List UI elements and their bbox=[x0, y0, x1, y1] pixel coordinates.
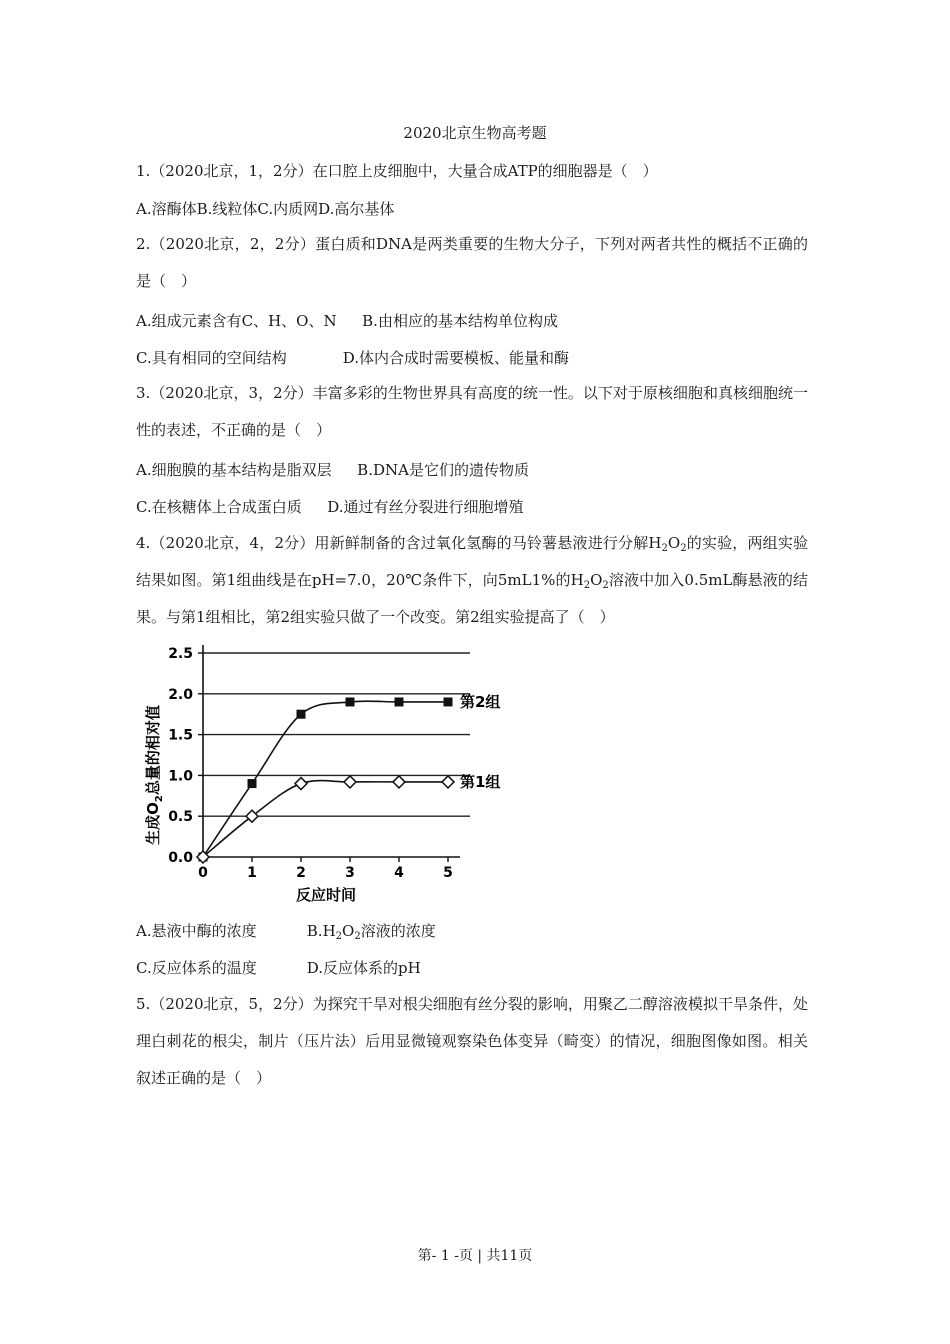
question-2-option-c: C.具有相同的空间结构 bbox=[136, 349, 287, 367]
data-point-diamond bbox=[344, 776, 356, 788]
question-4-options-row-1 bbox=[136, 920, 436, 941]
data-point-square bbox=[346, 697, 355, 706]
y-tick-label: 0.0 bbox=[168, 850, 193, 866]
question-3-option-c: C.在核糖体上合成蛋白质 bbox=[136, 498, 302, 516]
chart-x-axis-label: 反应时间 bbox=[295, 886, 357, 904]
data-point-diamond bbox=[295, 778, 307, 790]
chart-legend bbox=[460, 693, 500, 791]
legend-label-2: 第1组 bbox=[460, 772, 501, 791]
question-2-options-row-2 bbox=[136, 347, 569, 368]
question-4-stem-part-3: 溶液中加入0.5mL酶悬液的结果。与第1组相比，第2组实验只做了一个改变。第2组实验提高了（ ） bbox=[136, 571, 809, 626]
x-tick-label: 2 bbox=[296, 865, 306, 881]
question-4-option-d: D.反应体系的pH bbox=[306, 959, 421, 977]
question-2-stem: 2.（2020北京，2，2分）蛋白质和DNA是两类重要的生物大分子，下列对两者共性的概括不正确的是（ ） bbox=[136, 235, 808, 290]
data-point-square bbox=[444, 697, 453, 706]
legend-label-1: 第2组 bbox=[460, 692, 501, 711]
question-2-option-a: A.组成元素含有C、H、O、N bbox=[136, 312, 337, 330]
y-tick-label: 2.5 bbox=[168, 646, 193, 662]
question-3-option-d: D.通过有丝分裂进行细胞增殖 bbox=[327, 498, 524, 516]
question-4-stem bbox=[136, 525, 808, 636]
x-tick-label: 1 bbox=[247, 865, 257, 881]
question-4-stem-part-1: 4.（2020北京，4，2分）用新鲜制备的含过氧化氢酶的马铃薯悬液进行分解 bbox=[136, 534, 649, 552]
question-4-option-a: A.悬液中酶的浓度 bbox=[136, 922, 257, 940]
data-point-diamond bbox=[442, 776, 454, 788]
y-tick-label: 1.0 bbox=[168, 768, 193, 785]
h2o2-formula: $H_2O_2$ bbox=[648, 534, 687, 554]
question-4-stem-part-2: 的实验，两组实验结果如图。第1组曲线是在pH=7.0，20℃条件下，向5mL1%的 bbox=[136, 534, 808, 589]
question-4-option-b: $B.H_2O_2$溶液的浓度 bbox=[306, 922, 436, 942]
oxygen-production-chart bbox=[128, 640, 508, 910]
question-4-option-c: C.反应体系的温度 bbox=[136, 959, 257, 977]
x-tick-label: 0 bbox=[198, 865, 208, 881]
question-3-stem: 3.（2020北京，3，2分）丰富多彩的生物世界具有高度的统一性。以下对于原核细胞和真核细胞统一性的表述，不正确的是（ ） bbox=[136, 384, 808, 439]
question-2-option-b: B.由相应的基本结构单位构成 bbox=[362, 312, 558, 330]
question-3-option-a: A.细胞膜的基本结构是脂双层 bbox=[136, 461, 332, 479]
data-point-square bbox=[297, 710, 306, 719]
chart-y-axis-label: 生成$O_2$总量的相对值 bbox=[144, 705, 165, 845]
chart-grid bbox=[203, 653, 470, 816]
x-tick-label: 5 bbox=[443, 865, 453, 881]
question-5-stem: 5.（2020北京，5，2分）为探究干旱对根尖细胞有丝分裂的影响，用聚乙二醇溶液模拟干旱条件，处理白刺花的根尖，制片（压片法）后用显微镜观察染色体变异（畸变）的情况，细胞图像如图。相关叙述正确的是（ ） bbox=[136, 995, 808, 1087]
chart-series bbox=[197, 697, 454, 863]
question-3-options-row-2 bbox=[136, 496, 524, 517]
x-tick-label: 4 bbox=[394, 865, 404, 881]
y-tick-label: 2.0 bbox=[168, 686, 193, 703]
question-1-stem: 1.（2020北京，1，2分）在口腔上皮细胞中，大量合成ATP的细胞器是（ ） bbox=[136, 162, 658, 180]
series-line-1 bbox=[203, 701, 448, 857]
page-footer: 第- 1 -页 | 共11页 bbox=[417, 1248, 533, 1264]
question-4-options-row-2 bbox=[136, 957, 421, 978]
question-1-options: A.溶酶体B.线粒体C.内质网D.高尔基体 bbox=[136, 200, 395, 218]
x-tick-label: 3 bbox=[345, 865, 355, 881]
question-2-options-row-1 bbox=[136, 310, 558, 331]
question-3-option-b: B.DNA是它们的遗传物质 bbox=[357, 461, 529, 479]
data-point-diamond bbox=[393, 776, 405, 788]
page-title: 2020北京生物高考题 bbox=[403, 124, 547, 142]
data-point-square bbox=[395, 697, 404, 706]
data-point-square bbox=[248, 779, 257, 788]
question-3-options-row-1 bbox=[136, 459, 529, 480]
chart-axes bbox=[198, 645, 460, 862]
h2o2-formula: $H_2O_2$ bbox=[570, 571, 609, 591]
series-line-2 bbox=[203, 781, 448, 857]
question-2-option-d: D.体内合成时需要模板、能量和酶 bbox=[342, 349, 570, 367]
y-tick-label: 1.5 bbox=[168, 727, 193, 744]
y-tick-label: 0.5 bbox=[168, 809, 193, 826]
